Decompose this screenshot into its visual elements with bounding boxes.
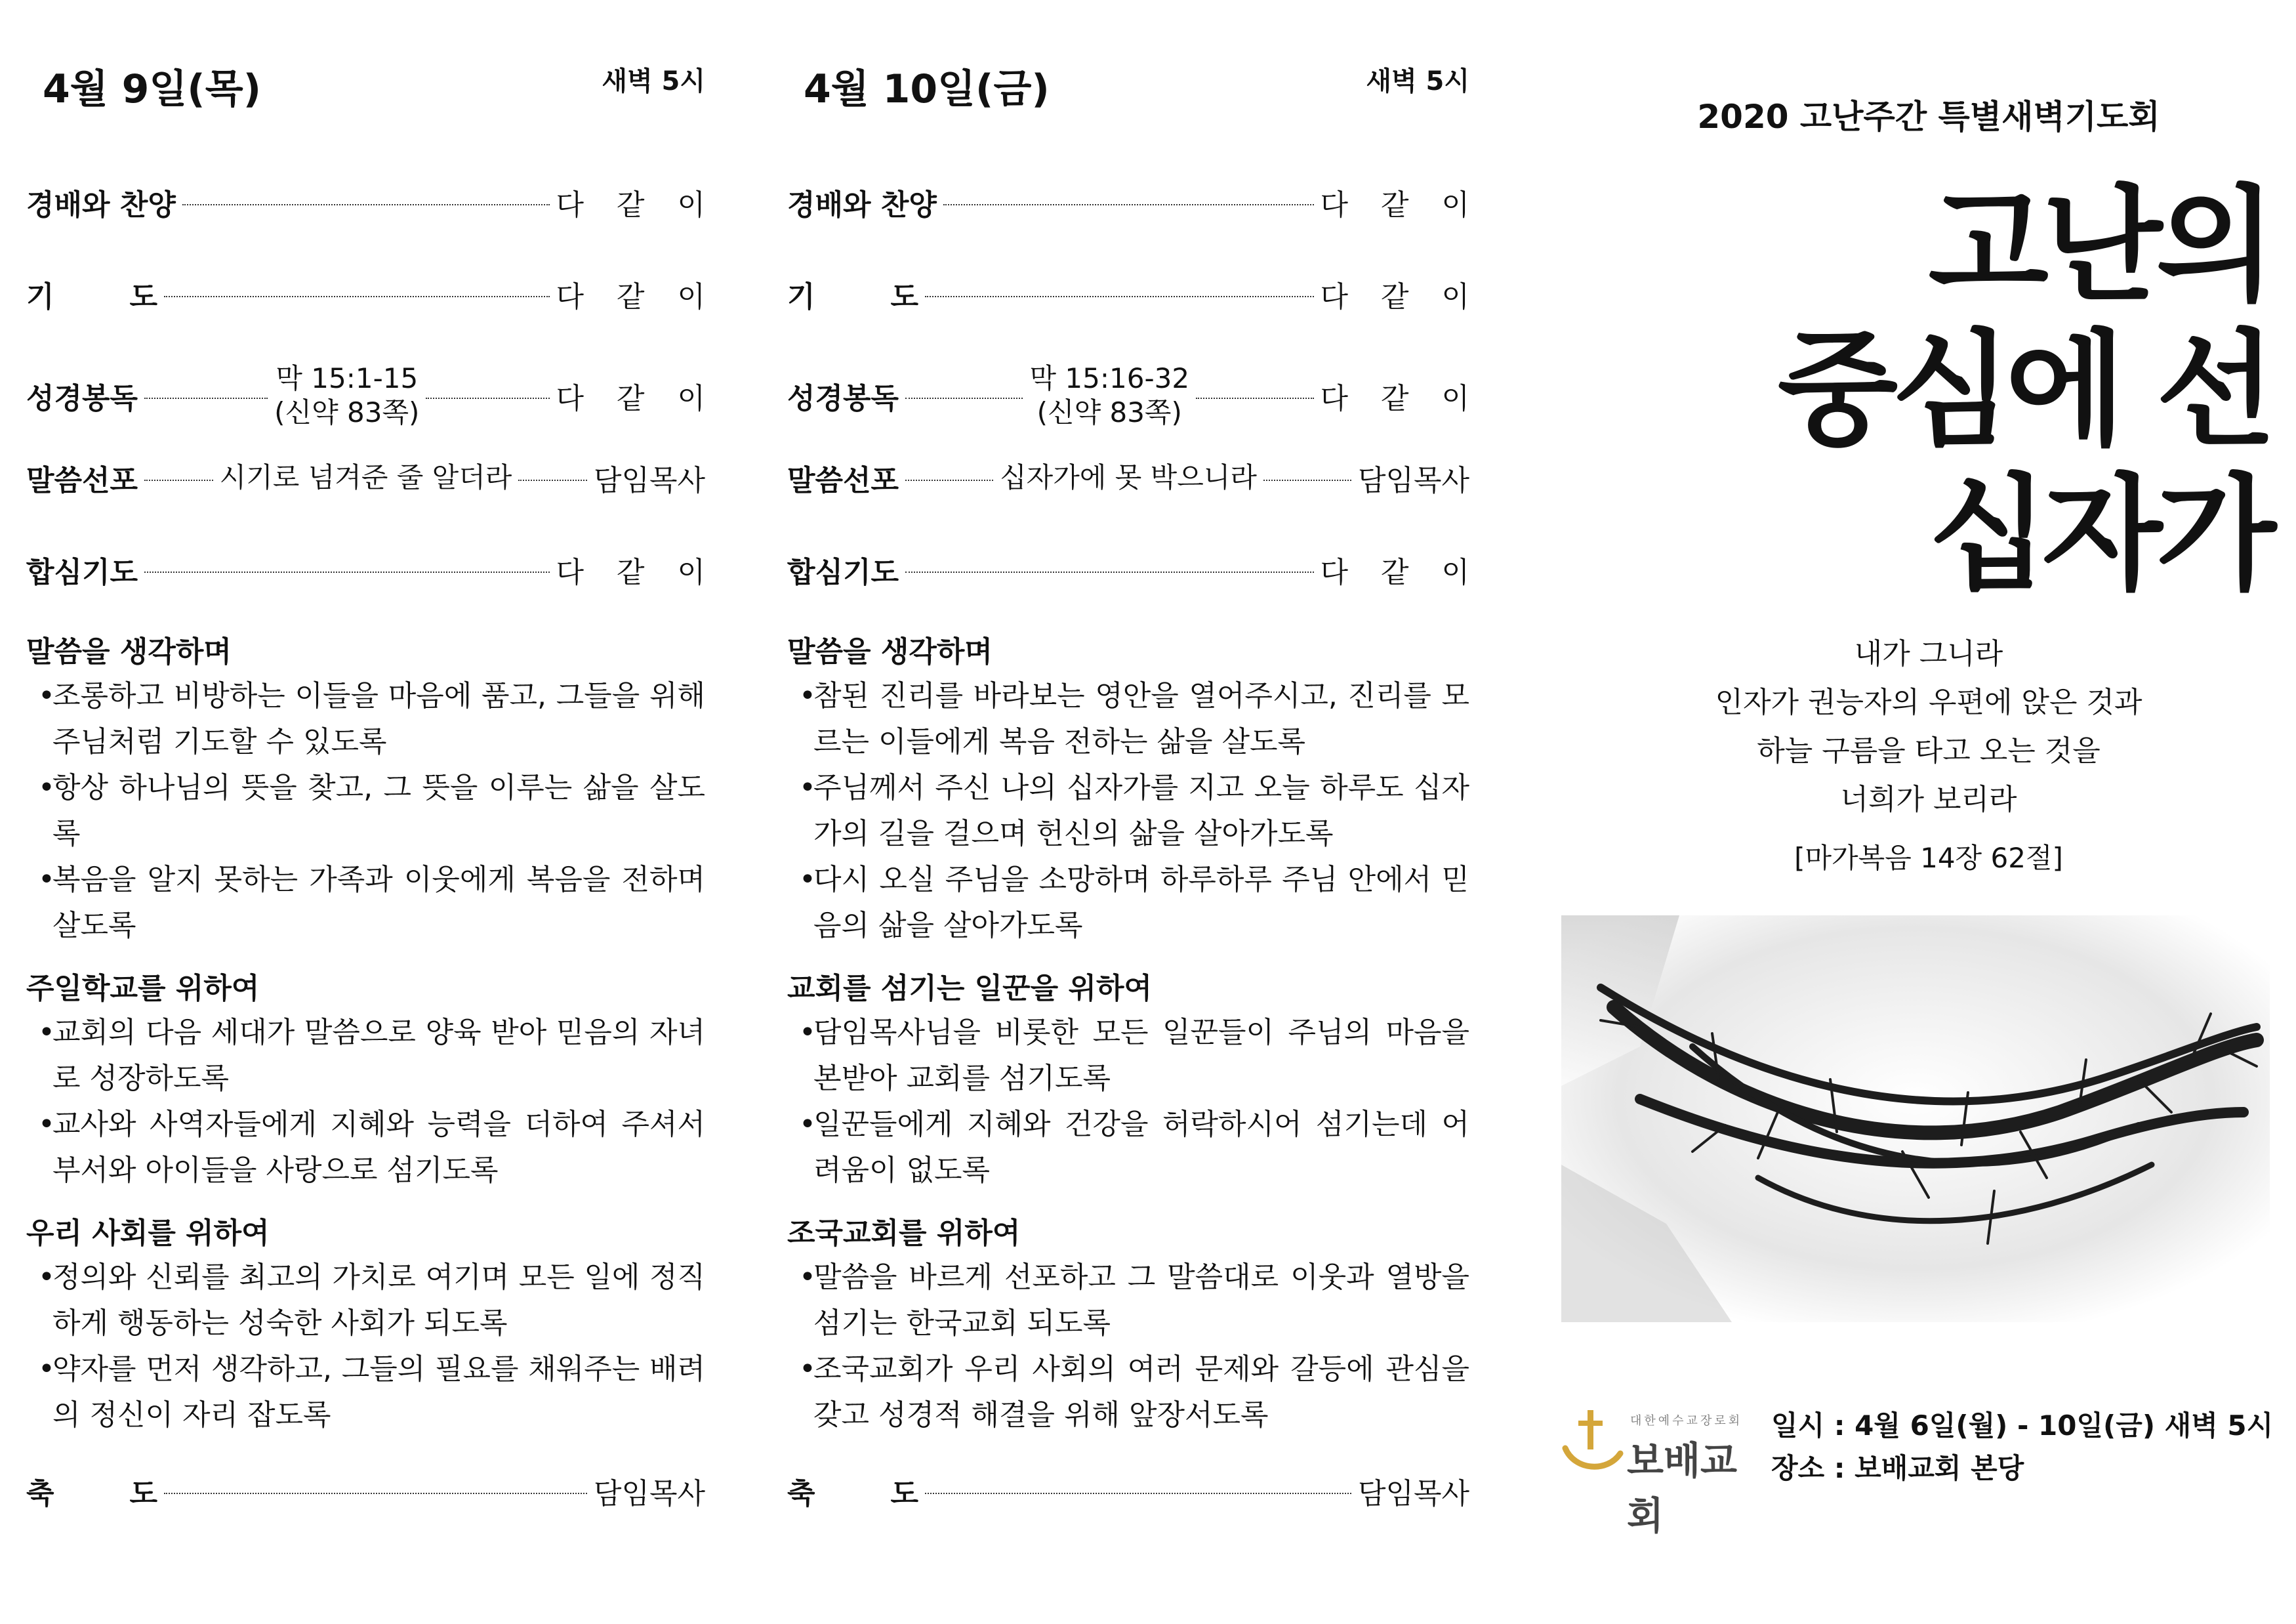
prayer-item: [787, 765, 1469, 857]
benediction-row: [787, 1465, 1469, 1517]
prayer-item-text: 말씀을 바르게 선포하고 그 말씀대로 이웃과 열방을 섬기는 한국교회 되도록: [813, 1260, 1469, 1340]
day-time: 새벽 5시: [602, 66, 705, 96]
bullet: •: [38, 1352, 55, 1386]
order-row: [26, 176, 717, 228]
order-row: [787, 176, 1481, 228]
bullet: •: [38, 771, 55, 804]
theme-title-line: 고난의: [1928, 173, 2270, 318]
order-label: [787, 273, 918, 315]
day-title: 4월 9일(목): [43, 66, 262, 112]
prayer-item: [787, 1010, 1469, 1102]
order-label: 성경봉독: [26, 382, 138, 415]
day-title: 4월 10일(금): [804, 66, 1050, 112]
order-label-char: 도: [129, 280, 157, 314]
order-row: [787, 360, 1481, 432]
bullet: •: [799, 1352, 816, 1386]
order-label: 말씀선포: [26, 464, 138, 497]
day-friday-column: [787, 0, 1481, 1624]
order-who: 다 같 이: [556, 556, 717, 589]
bullet: •: [38, 1016, 55, 1049]
prayer-item-text: 다시 오실 주님을 소망하며 하루하루 주님 안에서 믿음의 삶을 살아가도록: [813, 863, 1469, 942]
dot-leader: [144, 480, 213, 481]
prayer-item-text: 주님께서 주신 나의 십자가를 지고 오늘 하루도 십자가의 길을 걸으며 헌신의 삶을 살아가도록: [813, 771, 1469, 850]
dot-leader: [518, 480, 587, 481]
dot-leader: [144, 572, 550, 573]
day-thursday-column: [26, 0, 718, 1624]
order-label: 경배와 찬양: [787, 188, 937, 222]
prayer-item-text: 교사와 사역자들에게 지혜와 능력을 더하여 주셔서 부서와 아이들을 사랑으로 섬기도록: [52, 1108, 705, 1187]
denomination-label: 대한예수교장로회: [1630, 1414, 1743, 1428]
crown-of-thorns-image: [1561, 915, 2270, 1322]
dot-leader: [925, 296, 1314, 297]
verse-reference: [마가복음 14장 62절]: [1794, 842, 2063, 874]
order-label: 성경봉독: [787, 382, 899, 415]
prayer-item-text: 조국교회가 우리 사회의 여러 문제와 갈등에 관심을 갖고 성경적 해결을 위해 앞장서도록: [813, 1352, 1469, 1432]
section-heading: 우리 사회를 위하여: [26, 1217, 270, 1250]
verse-line: 너희가 보리라: [1840, 783, 2017, 816]
dot-leader: [1263, 480, 1351, 481]
prayer-item-text: 조롱하고 비방하는 이들을 마음에 품고, 그들을 위해 주님처럼 기도할 수 있도록: [52, 679, 705, 759]
order-label-char: 도: [890, 1477, 918, 1510]
dot-leader: [164, 296, 550, 297]
prayer-item-text: 교회의 다음 세대가 말씀으로 양육 받아 믿음의 자녀로 성장하도록: [52, 1016, 705, 1095]
prayer-item: [26, 1102, 705, 1194]
order-row: [26, 451, 705, 504]
scripture-ref: [274, 362, 419, 430]
order-label: 합심기도: [26, 556, 138, 589]
verse-line: 하늘 구름을 타고 오는 것을: [1757, 734, 2101, 768]
event-date: 일시 : 4월 6일(월) - 10일(금) 새벽 5시: [1771, 1409, 2274, 1442]
section-heading: 조국교회를 위하여: [787, 1217, 1021, 1250]
order-row: [787, 268, 1481, 320]
church-name: 보배교회: [1627, 1438, 1738, 1538]
order-who: 다 같 이: [1320, 188, 1481, 222]
order-who: 다 같 이: [556, 188, 717, 222]
event-title: 2020 고난주간 특별새벽기도회: [1697, 98, 2160, 136]
prayer-item-text: 일꾼들에게 지혜와 건강을 허락하시어 섬기는데 어려움이 없도록: [813, 1108, 1469, 1187]
prayer-item: [26, 1010, 705, 1102]
dot-leader: [925, 1493, 1351, 1494]
prayer-item-text: 참된 진리를 바라보는 영안을 열어주시고, 진리를 모르는 이들에게 복음 전하는 삶을 살도록: [813, 679, 1469, 759]
order-who: 담임목사: [1357, 1477, 1469, 1510]
section-heading: 말씀을 생각하며: [787, 635, 993, 669]
order-row: [26, 543, 717, 596]
order-label: 말씀선포: [787, 464, 899, 497]
dot-leader: [426, 398, 549, 399]
prayer-section: [26, 1213, 705, 1438]
order-label-char: 축: [26, 1477, 54, 1510]
event-place: 장소 : 보배교회 본당: [1771, 1452, 2024, 1484]
prayer-section: [787, 968, 1469, 1194]
order-label: 합심기도: [787, 556, 899, 589]
verse-line: 인자가 권능자의 우편에 앉은 것과: [1715, 686, 2142, 719]
dot-leader: [905, 572, 1314, 573]
bullet: •: [38, 863, 55, 896]
prayer-item-text: 복음을 알지 못하는 가족과 이웃에게 복음을 전하며 살도록: [52, 863, 705, 942]
order-label: [787, 1470, 918, 1512]
prayer-item: [26, 1255, 705, 1346]
theme-title-line: 십자가: [1928, 462, 2270, 607]
dot-leader: [943, 204, 1314, 205]
order-who: 다 같 이: [1320, 280, 1481, 314]
prayer-item: [26, 857, 705, 949]
bullet: •: [38, 1260, 55, 1294]
bullet: •: [799, 771, 816, 804]
prayer-item-text: 정의와 신뢰를 최고의 가치로 여기며 모든 일에 정직하게 행동하는 성숙한 사회가 되도록: [52, 1260, 705, 1340]
cover-panel: [1561, 0, 2296, 1624]
prayer-item-text: 항상 하나님의 뜻을 찾고, 그 뜻을 이루는 삶을 살도록: [52, 771, 705, 850]
order-label-char: 축: [787, 1477, 815, 1510]
prayer-item: [26, 673, 705, 765]
bullet: •: [799, 1260, 816, 1294]
prayer-item: [787, 857, 1469, 949]
bullet: •: [38, 1108, 55, 1141]
scripture-ref: [1029, 362, 1189, 430]
order-label-char: 기: [26, 280, 54, 314]
dot-leader: [905, 398, 1023, 399]
prayer-section: [26, 631, 705, 949]
order-row: [26, 268, 717, 320]
prayer-item: [787, 1102, 1469, 1194]
bullet: •: [38, 679, 55, 713]
order-label: 경배와 찬양: [26, 188, 176, 222]
dot-leader: [905, 480, 993, 481]
prayer-item: [26, 1346, 705, 1438]
order-row: [26, 360, 718, 432]
dot-leader: [164, 1493, 587, 1494]
prayer-section: [787, 1213, 1469, 1438]
order-row: [787, 451, 1469, 504]
verse-line: 내가 그니라: [1854, 637, 2003, 671]
order-who: 담임목사: [593, 1477, 705, 1510]
prayer-item-text: 담임목사님을 비롯한 모든 일꾼들이 주님의 마음을 본받아 교회를 섬기도록: [813, 1016, 1469, 1095]
church-logo: [1561, 1407, 1771, 1538]
bullet: •: [799, 1016, 816, 1049]
prayer-item: [787, 1255, 1469, 1346]
order-who: 다 같 이: [1320, 382, 1481, 415]
order-who: 담임목사: [1358, 464, 1470, 497]
order-label-char: 도: [890, 280, 918, 314]
scripture-page: (신약 83쪽): [1036, 396, 1182, 428]
scripture-passage: 막 15:16-32: [1029, 362, 1190, 394]
section-heading: 교회를 섬기는 일꾼을 위하여: [787, 972, 1153, 1005]
theme-title-line: 중심에 선: [1777, 318, 2270, 463]
order-label: [26, 273, 157, 315]
order-who: 담임목사: [593, 464, 705, 497]
dot-leader: [1196, 398, 1313, 399]
order-label-char: 도: [129, 1477, 157, 1510]
benediction-row: [26, 1465, 705, 1517]
bullet: •: [799, 863, 816, 896]
scripture-page: (신약 83쪽): [274, 396, 420, 428]
dot-leader: [144, 398, 268, 399]
order-label-char: 기: [787, 280, 815, 314]
prayer-item: [787, 1346, 1469, 1438]
church-cross-icon: [1561, 1407, 1624, 1476]
scripture-passage: 막 15:1-15: [276, 362, 419, 394]
bullet: •: [799, 679, 816, 713]
day-time: 새벽 5시: [1366, 66, 1469, 96]
prayer-item: [26, 765, 705, 857]
prayer-section: [787, 631, 1469, 949]
order-row: [787, 543, 1481, 596]
prayer-section: [26, 968, 705, 1194]
prayer-item-text: 약자를 먼저 생각하고, 그들의 필요를 채워주는 배려의 정신이 자리 잡도록: [52, 1352, 705, 1432]
bullet: •: [799, 1108, 816, 1141]
sermon-title: 십자가에 못 박으니라: [1000, 461, 1257, 493]
dot-leader: [182, 204, 550, 205]
sermon-title: 시기로 넘겨준 줄 알더라: [219, 461, 512, 493]
order-who: 다 같 이: [556, 280, 717, 314]
prayer-item: [787, 673, 1469, 765]
section-heading: 말씀을 생각하며: [26, 635, 232, 669]
order-label: [26, 1470, 157, 1512]
order-who: 다 같 이: [1320, 556, 1481, 589]
order-who: 다 같 이: [556, 382, 718, 415]
section-heading: 주일학교를 위하여: [26, 972, 260, 1005]
